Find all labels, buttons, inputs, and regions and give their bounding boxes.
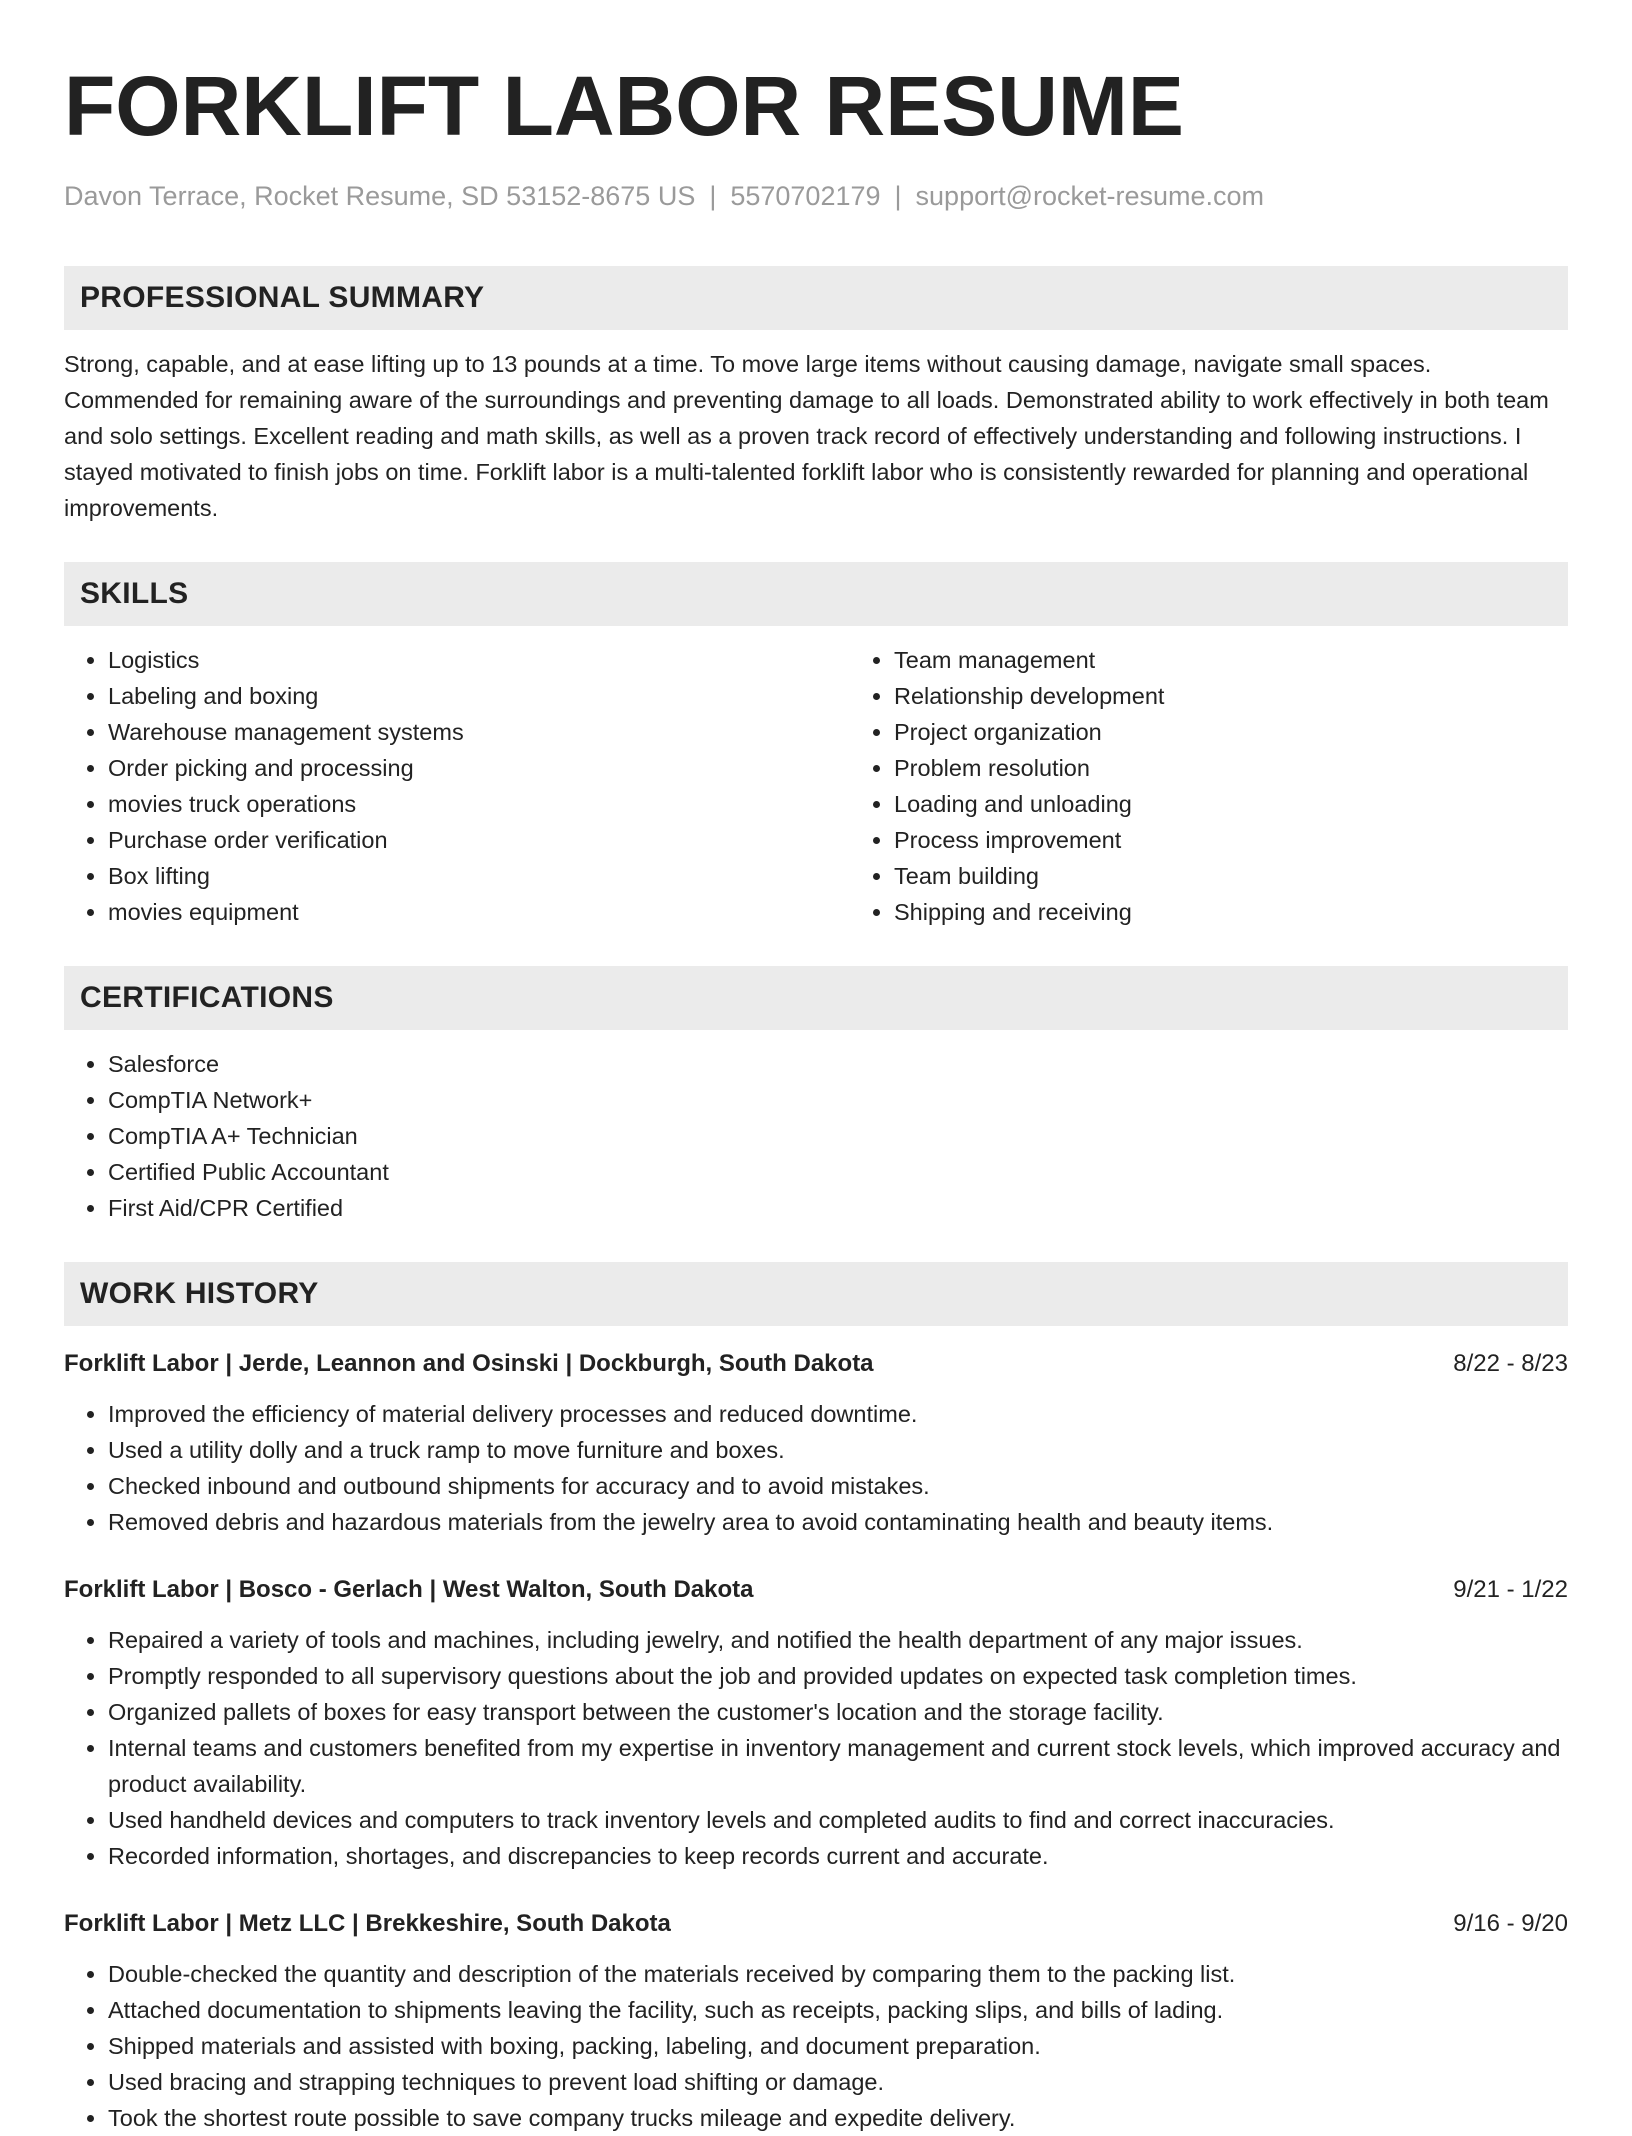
certification-item: • Salesforce xyxy=(108,1046,1568,1082)
section-heading: SKILLS xyxy=(80,577,189,610)
job-duty: • Used handheld devices and computers to track inventory levels and completed audits to find and correct inaccuracies. xyxy=(108,1802,1568,1838)
job-duty: • Attached documentation to shipments leaving the facility, such as receipts, packing slips, and bills of lading. xyxy=(108,1992,1568,2028)
job-duty: • Recorded information, shortages, and discrepancies to keep records current and accurate. xyxy=(108,1838,1568,1874)
skill-item: • Purchase order verification xyxy=(108,822,850,858)
contact-address: Davon Terrace, Rocket Resume, SD 53152-8675 US xyxy=(64,181,696,211)
job-dates: 9/16 - 9/20 xyxy=(1453,1910,1568,1937)
skill-item: • Process improvement xyxy=(894,822,1568,858)
job-duties xyxy=(64,1622,1568,1874)
job-header xyxy=(64,1906,1568,1942)
job-duty: • Took the shortest route possible to save company trucks mileage and expedite delivery. xyxy=(108,2100,1568,2136)
job-duties xyxy=(64,1956,1568,2136)
job-duty: • Removed debris and hazardous materials from the jewelry area to avoid contaminating health and beauty items. xyxy=(108,1504,1568,1540)
job-duty: • Repaired a variety of tools and machines, including jewelry, and notified the health department of any major issues. xyxy=(108,1622,1568,1658)
skill-item: • Logistics xyxy=(108,642,850,678)
skills-grid xyxy=(64,642,1568,930)
skill-item: • Labeling and boxing xyxy=(108,678,850,714)
skill-item: • Problem resolution xyxy=(894,750,1568,786)
section-heading: PROFESSIONAL SUMMARY xyxy=(80,281,485,314)
contact-separator: | xyxy=(709,181,717,211)
skill-item: • Loading and unloading xyxy=(894,786,1568,822)
resume-title: FORKLIFT LABOR RESUME xyxy=(64,59,1184,153)
certification-item: • Certified Public Accountant xyxy=(108,1154,1568,1190)
job-title: Forklift Labor | Metz LLC | Brekkeshire, South Dakota xyxy=(64,1910,671,1937)
job-header xyxy=(64,1346,1568,1382)
certification-item: • First Aid/CPR Certified xyxy=(108,1190,1568,1226)
job-entry xyxy=(64,1906,1568,2136)
summary-text: Strong, capable, and at ease lifting up to 13 pounds at a time. To move large items without causing damage, navigate small spaces. Commended for remaining aware of the surroundings and preventing damage to all loads. Demonstrated ability to work effectively in both team and solo settings. Excellent reading and math skills, as well as a proven track record of effectively understanding and following instructions. I stayed motivated to finish jobs on time. Forklift labor is a multi-talented forklift labor who is consistently rewarded for planning and operational improvements. xyxy=(64,351,1549,521)
contact-separator: | xyxy=(894,181,902,211)
job-title: Forklift Labor | Bosco - Gerlach | West Walton, South Dakota xyxy=(64,1576,754,1603)
job-duty: • Shipped materials and assisted with boxing, packing, labeling, and document preparation. xyxy=(108,2028,1568,2064)
skill-item: • Project organization xyxy=(894,714,1568,750)
job-duty: • Used a utility dolly and a truck ramp to move furniture and boxes. xyxy=(108,1432,1568,1468)
job-title: Forklift Labor | Jerde, Leannon and Osinski | Dockburgh, South Dakota xyxy=(64,1350,874,1377)
section-header-summary xyxy=(64,266,1568,330)
certifications-list xyxy=(64,1046,1568,1226)
job-duty: • Improved the efficiency of material delivery processes and reduced downtime. xyxy=(108,1396,1568,1432)
contact-line xyxy=(64,178,1568,214)
job-dates: 9/21 - 1/22 xyxy=(1453,1576,1568,1603)
skill-item: • Team building xyxy=(894,858,1568,894)
job-duty: • Internal teams and customers benefited from my expertise in inventory management and current stock levels, which improved accuracy and product availability. xyxy=(108,1730,1568,1802)
job-duty: • Promptly responded to all supervisory questions about the job and provided updates on expected task completion times. xyxy=(108,1658,1568,1694)
job-header xyxy=(64,1572,1568,1608)
section-header-work-history xyxy=(64,1262,1568,1326)
job-duty: • Checked inbound and outbound shipments for accuracy and to avoid mistakes. xyxy=(108,1468,1568,1504)
job-duty: • Organized pallets of boxes for easy transport between the customer's location and the storage facility. xyxy=(108,1694,1568,1730)
skill-item: • movies equipment xyxy=(108,894,850,930)
skills-list-left xyxy=(64,642,850,930)
section-heading: CERTIFICATIONS xyxy=(80,981,334,1014)
skill-item: • Warehouse management systems xyxy=(108,714,850,750)
skill-item: • Order picking and processing xyxy=(108,750,850,786)
skill-item: • Shipping and receiving xyxy=(894,894,1568,930)
job-dates: 8/22 - 8/23 xyxy=(1453,1350,1568,1377)
contact-email: support@rocket-resume.com xyxy=(915,181,1265,211)
job-entry xyxy=(64,1346,1568,1540)
contact-phone: 5570702179 xyxy=(730,181,881,211)
certification-item: • CompTIA A+ Technician xyxy=(108,1118,1568,1154)
skill-item: • movies truck operations xyxy=(108,786,850,822)
section-header-skills xyxy=(64,562,1568,626)
skill-item: • Team management xyxy=(894,642,1568,678)
job-duty: • Double-checked the quantity and description of the materials received by comparing them to the packing list. xyxy=(108,1956,1568,1992)
skill-item: • Box lifting xyxy=(108,858,850,894)
skills-list-right xyxy=(850,642,1568,930)
job-duty: • Used bracing and strapping techniques to prevent load shifting or damage. xyxy=(108,2064,1568,2100)
certification-item: • CompTIA Network+ xyxy=(108,1082,1568,1118)
skill-item: • Relationship development xyxy=(894,678,1568,714)
job-entry xyxy=(64,1572,1568,1874)
section-header-certifications xyxy=(64,966,1568,1030)
section-heading: WORK HISTORY xyxy=(80,1277,319,1310)
job-duties xyxy=(64,1396,1568,1540)
